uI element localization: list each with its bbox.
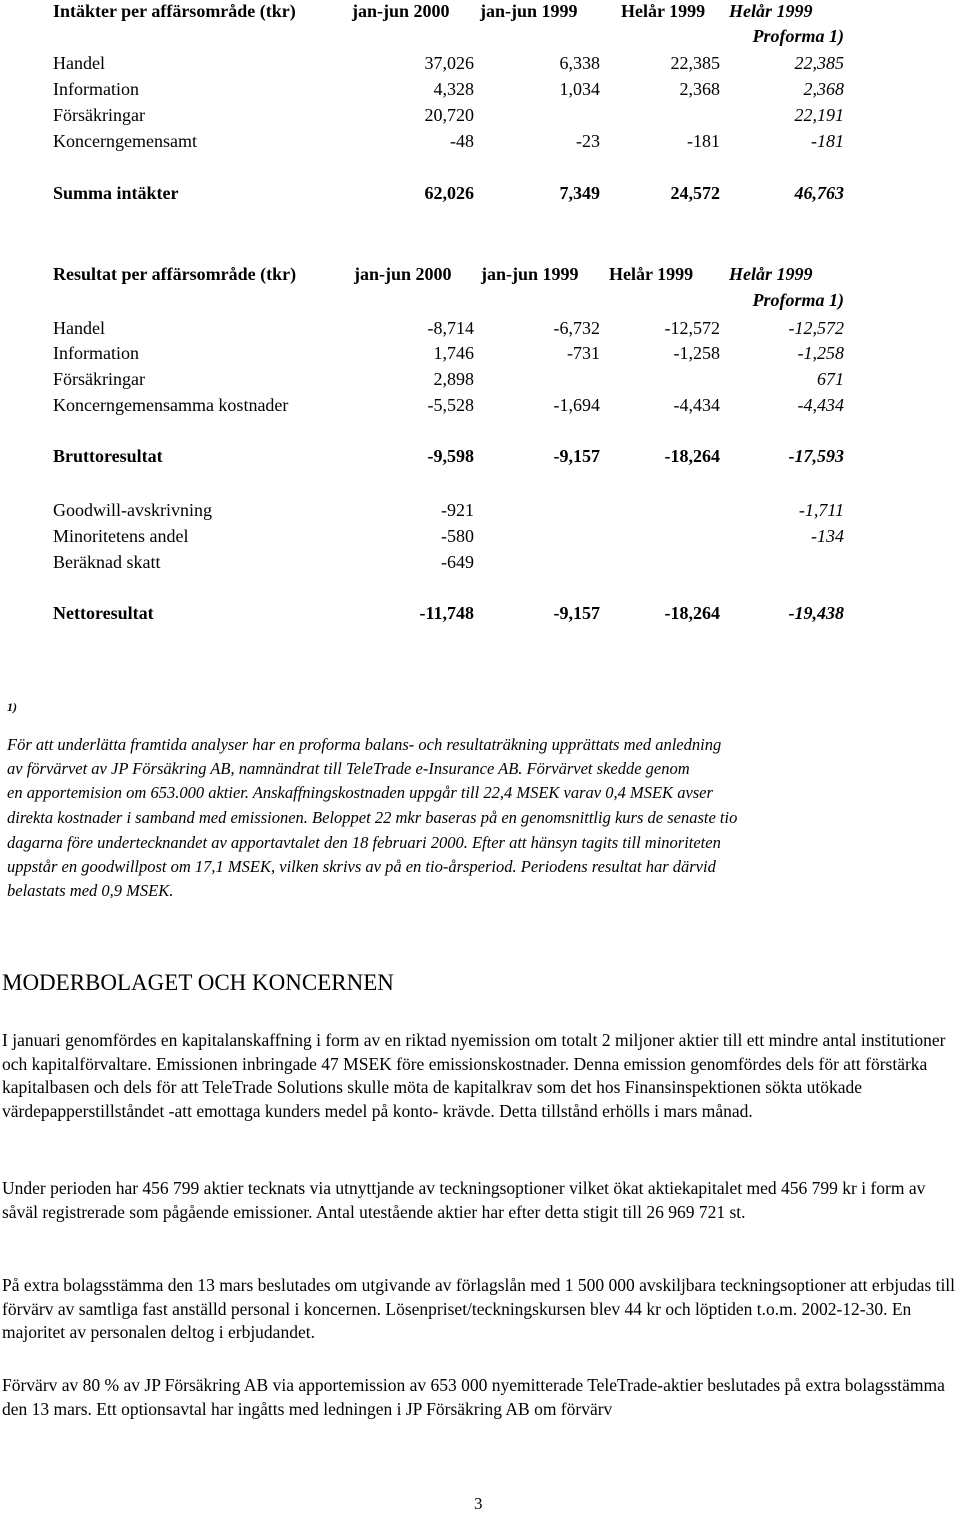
table-cell: -580 [441,526,474,546]
table-cell: -17,593 [788,446,844,466]
table-cell: 6,338 [559,53,600,73]
table-row-label: Handel [53,318,105,338]
table-cell: -18,264 [664,603,720,623]
table-cell: -9,598 [427,446,474,466]
section-heading: MODERBOLAGET OCH KONCERNEN [2,970,394,995]
table-cell: 2,898 [433,369,474,389]
result-col-h1: jan-jun 2000 [354,264,452,284]
table-cell: 1,746 [433,343,474,363]
section-paragraph [2,1029,958,1123]
table-row-label: Koncerngemensamt [53,131,197,151]
table-cell: -5,528 [427,395,474,415]
result-col-h4: Helår 1999 [729,264,813,284]
table-cell: -1,694 [553,395,600,415]
table-cell: 1,034 [559,79,600,99]
table-row-label: Goodwill-avskrivning [53,500,212,520]
table-row-label: Koncerngemensamma kostnader [53,395,289,415]
table-cell: -6,732 [553,318,600,338]
table-cell: -1,258 [673,343,720,363]
footnote-line: en apportemision om 653.000 aktier. Anskaffningskostnaden uppgår till 22,4 MSEK varav 0,4 MSEK avser [7,783,713,802]
table-row-label: Minoritetens andel [53,526,189,546]
table-cell: -181 [687,131,720,151]
table-cell: 22,385 [794,53,844,73]
revenue-total-label: Summa intäkter [53,183,179,203]
paragraph-text: Förvärv av 80 % av JP Försäkring AB via apportemission av 653 000 nyemitterade TeleTrade-aktier beslutades på extra bolagsstämma den 13 mars. Ett optionsavtal har ingåtts med ledningen i JP Försäkring AB om förvärv [2,1375,945,1419]
table-row-label: Försäkringar [53,369,145,389]
table-cell: 2,368 [803,79,844,99]
table-cell: -181 [811,131,844,151]
revenue-col-h2: jan-jun 1999 [480,1,578,21]
table-cell: -8,714 [427,318,474,338]
table-row-label: Information [53,79,139,99]
result-col-h3: Helår 1999 [609,264,694,284]
revenue-col-h3: Helår 1999 [621,1,706,21]
table-cell: -1,258 [797,343,844,363]
section-paragraph [2,1274,958,1345]
table-cell: -48 [450,131,474,151]
revenue-col-h4: Helår 1999 [729,1,813,21]
revenue-table-title: Intäkter per affärsområde (tkr) [53,1,296,21]
footnote-line: direkta kostnader i samband med emissionen. Beloppet 22 mkr baseras på en genomsnittlig kurs de senaste tio [7,808,738,827]
footnote-line: uppstår en goodwillpost om 17,1 MSEK, vilken skrivs av på en tio-årsperiod. Periodens resultat har därvid [7,857,716,876]
footnote-line: av förvärvet av JP Försäkring AB, namnändrat till TeleTrade e-Insurance AB. Förvärvet skedde genom [7,759,690,778]
table-row-label: Försäkringar [53,105,145,125]
footnote-marker: 1) [7,700,17,714]
table-cell: 7,349 [559,183,600,203]
table-cell: -4,434 [673,395,720,415]
net-result-label: Nettoresultat [53,603,154,623]
table-cell: -12,572 [788,318,844,338]
section-paragraph [2,1374,958,1421]
table-cell: 4,328 [433,79,474,99]
table-cell: -921 [441,500,474,520]
table-cell: -134 [811,526,844,546]
gross-result-label: Bruttoresultat [53,446,163,466]
footnote-line: För att underlätta framtida analyser har en proforma balans- och resultaträkning upprättats med anledning [7,735,722,754]
table-cell: 2,368 [679,79,720,99]
result-table-title: Resultat per affärsområde (tkr) [53,264,297,284]
revenue-col-h1: jan-jun 2000 [352,1,450,21]
table-cell: -731 [567,343,600,363]
section-paragraph [2,1177,958,1224]
table-cell: -11,748 [419,603,474,623]
revenue-proforma-label: Proforma 1) [752,26,844,46]
footnote-line: dagarna före undertecknandet av apportavtalet den 18 februari 2000. Efter att hänsyn tagits till minoriteten [7,833,721,852]
table-cell: -649 [441,552,474,572]
paragraph-text: Under perioden har 456 799 aktier tecknats via utnyttjande av teckningsoptioner vilket ökat aktiekapitalet med 456 799 kr i form av såväl registrerade som pågående emissioner. Antal utestående aktier har efter detta stigit till 26 969 721 st. [2,1178,926,1222]
table-cell: 671 [817,369,844,389]
table-row-label: Information [53,343,139,363]
paragraph-text: I januari genomfördes en kapitalanskaffning i form av en riktad nyemission om totalt 2 miljoner aktier till ett mindre antal institutioner och kapitalförvaltare. Emissionen inbringade 47 MSEK före emissionskostnader. Denna emission genomfördes dels för att förstärka kapitalbasen och dels för att TeleTrade Solutions skulle möta de kapitalkrav som det hos Finansinspektionen sökta utökade värdepapperstillståndet -att emottaga kunders medel på konto- krävde. Detta tillstånd erhölls i mars månad. [2,1030,946,1121]
paragraph-text: På extra bolagsstämma den 13 mars beslutades om utgivande av förlagslån med 1 500 000 avskiljbara teckningsoptioner att erbjudas till förvärv av samtliga fast anställd personal i koncernen. Lösenpriset/teckningskursen blev 44 kr och löptiden t.o.m. 2002-12-30. En majoritet av personalen deltog i erbjudandet. [2,1275,956,1342]
table-cell: 22,385 [670,53,720,73]
table-cell: 37,026 [424,53,474,73]
table-cell: -23 [576,131,600,151]
table-cell: -1,711 [798,500,844,520]
table-cell: 24,572 [670,183,720,203]
table-cell: -18,264 [664,446,720,466]
table-cell: -12,572 [664,318,720,338]
table-cell: 46,763 [794,183,844,203]
table-cell: 62,026 [424,183,474,203]
table-row-label: Handel [53,53,105,73]
table-cell: 20,720 [424,105,474,125]
table-cell: -19,438 [788,603,844,623]
result-proforma-label: Proforma 1) [752,290,844,310]
footnote-line: belastats med 0,9 MSEK. [7,881,174,900]
table-cell: -4,434 [797,395,844,415]
page-number: 3 [474,1494,483,1513]
table-cell: 22,191 [794,105,844,125]
table-row-label: Beräknad skatt [53,552,161,572]
result-col-h2: jan-jun 1999 [481,264,579,284]
table-cell: -9,157 [553,603,600,623]
table-cell: -9,157 [553,446,600,466]
